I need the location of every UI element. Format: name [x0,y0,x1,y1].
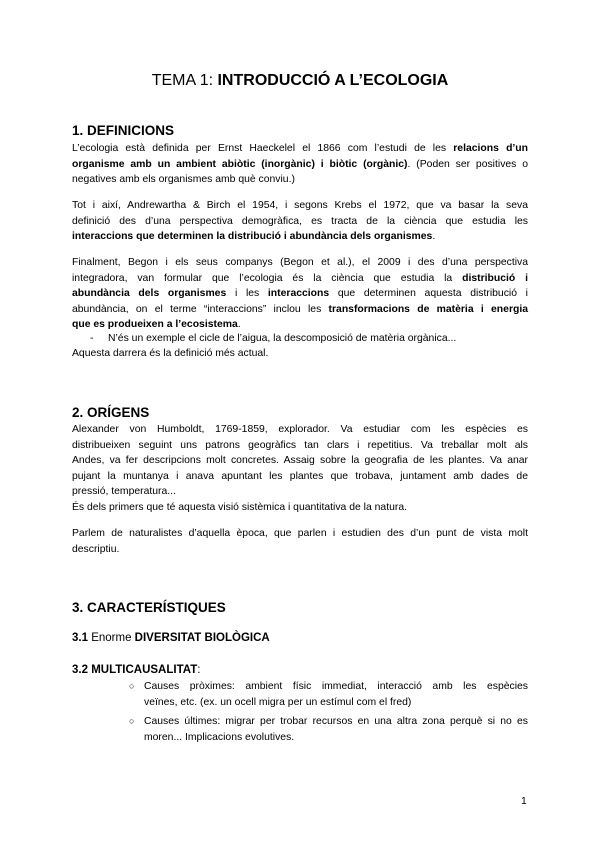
title-main: INTRODUCCIÓ A L’ECOLOGIA [217,72,449,89]
list-item-causes-ultimes [144,714,528,745]
paragraph-humboldt [72,422,528,516]
text-line: Alexander von Humboldt, 1769-1859, explorador. Va estudiar com les espècies es [72,424,528,435]
text-line: Causes pròximes: ambient físic immediat, interacció amb les espècies [144,681,528,692]
text-line: abundància dels organismes i les interaccions que determinen aquesta distribució i [72,288,528,300]
text-line: moren... Implicacions evolutives. [144,731,295,743]
text-line: que es produeixen a l’ecosistema. [72,319,241,331]
text-line: abundància, on el terme “interaccions” inclou les transformacions de matèria i energia [72,303,528,315]
paragraph-definicio-haeckel [72,141,528,188]
subsection-heading-multicausalitat: 3.2 MULTICAUSALITAT: [72,664,201,676]
paragraph-definicio-krebs [72,198,528,245]
page-title [72,69,528,93]
section-heading-caracteristiques: 3. CARACTERÍSTIQUES [72,600,226,615]
text-line: descriptiu. [72,543,120,555]
text-line: Tot i així, Andrewartha & Birch el 1954, i segons Krebs el 1972, que va basar la seva [72,200,528,211]
text-line: veïnes, etc. (ex. un ocell migra per un estímul com el fred) [144,696,412,708]
section-heading-origens: 2. ORÍGENS [72,405,150,420]
section-heading-definicions: 1. DEFINICIONS [72,123,175,138]
text-line: negatives amb els organismes amb què conviu.) [72,174,295,186]
circle-bullet-mark: ○ [129,716,135,726]
text-line: integradora, van formular que l’ecologia és la ciència que estudia la distribució i [72,272,528,284]
circle-bullet-mark: ○ [129,681,135,691]
text-line: Causes últimes: migrar per trobar recursos en una altra zona perquè si no es [144,716,528,727]
list-item-causes-proximes [144,679,528,710]
text-line: pressió, temperatura... [72,486,176,498]
paragraph-naturalistes [72,526,528,557]
page-number: 1 [521,796,527,807]
text-line: pujant la muntanya i anava apuntant les plantes que trobava, juntament amb dades de [72,470,528,482]
paragraph-conclusion: Aquesta darrera és la definició més actual. [72,348,269,359]
text-line: organisme amb un ambient abiòtic (inorgànic) i biòtic (orgànic). (Poden ser positives o [72,158,528,170]
text-line: És dels primers que té aquesta visió sistèmica i quantitativa de la natura. [72,501,407,513]
dash-bullet-text: N’és un exemple el cicle de l’aigua, la descomposició de matèria orgànica... [108,333,457,344]
text-line: Finalment, Begon i els seus companys (Begon et al.), el 2009 i des d’una perspectiva [72,257,528,268]
title-prefix: TEMA 1: [151,72,218,89]
text-line: L’ecologia està definida per Ernst Haeckelel el 1866 com l’estudi de les relacions d’un [72,143,528,154]
text-line: distribueixen seguint uns patrons geogràfics tan clars i repetitius. Va treballar molt als [72,439,528,451]
text-line: interaccions que determinen la distribució i abundància dels organismes. [72,231,436,243]
paragraph-definicio-begon [72,255,528,333]
text-line: Andes, va fer descripcions molt concretes. Assaig sobre la geografia de les plantes. Va anar [72,455,528,467]
subsection-heading-diversitat: 3.1 Enorme DIVERSITAT BIOLÒGICA [72,632,270,644]
dash-bullet-mark: - [90,333,94,344]
text-line: definició des d’una perspectiva demogràfica, es tracta de la ciència que estudia les [72,215,528,227]
text-line: Parlem de naturalistes d’aquella època, que parlen i estudien des d’un punt de vista molt [72,528,528,539]
